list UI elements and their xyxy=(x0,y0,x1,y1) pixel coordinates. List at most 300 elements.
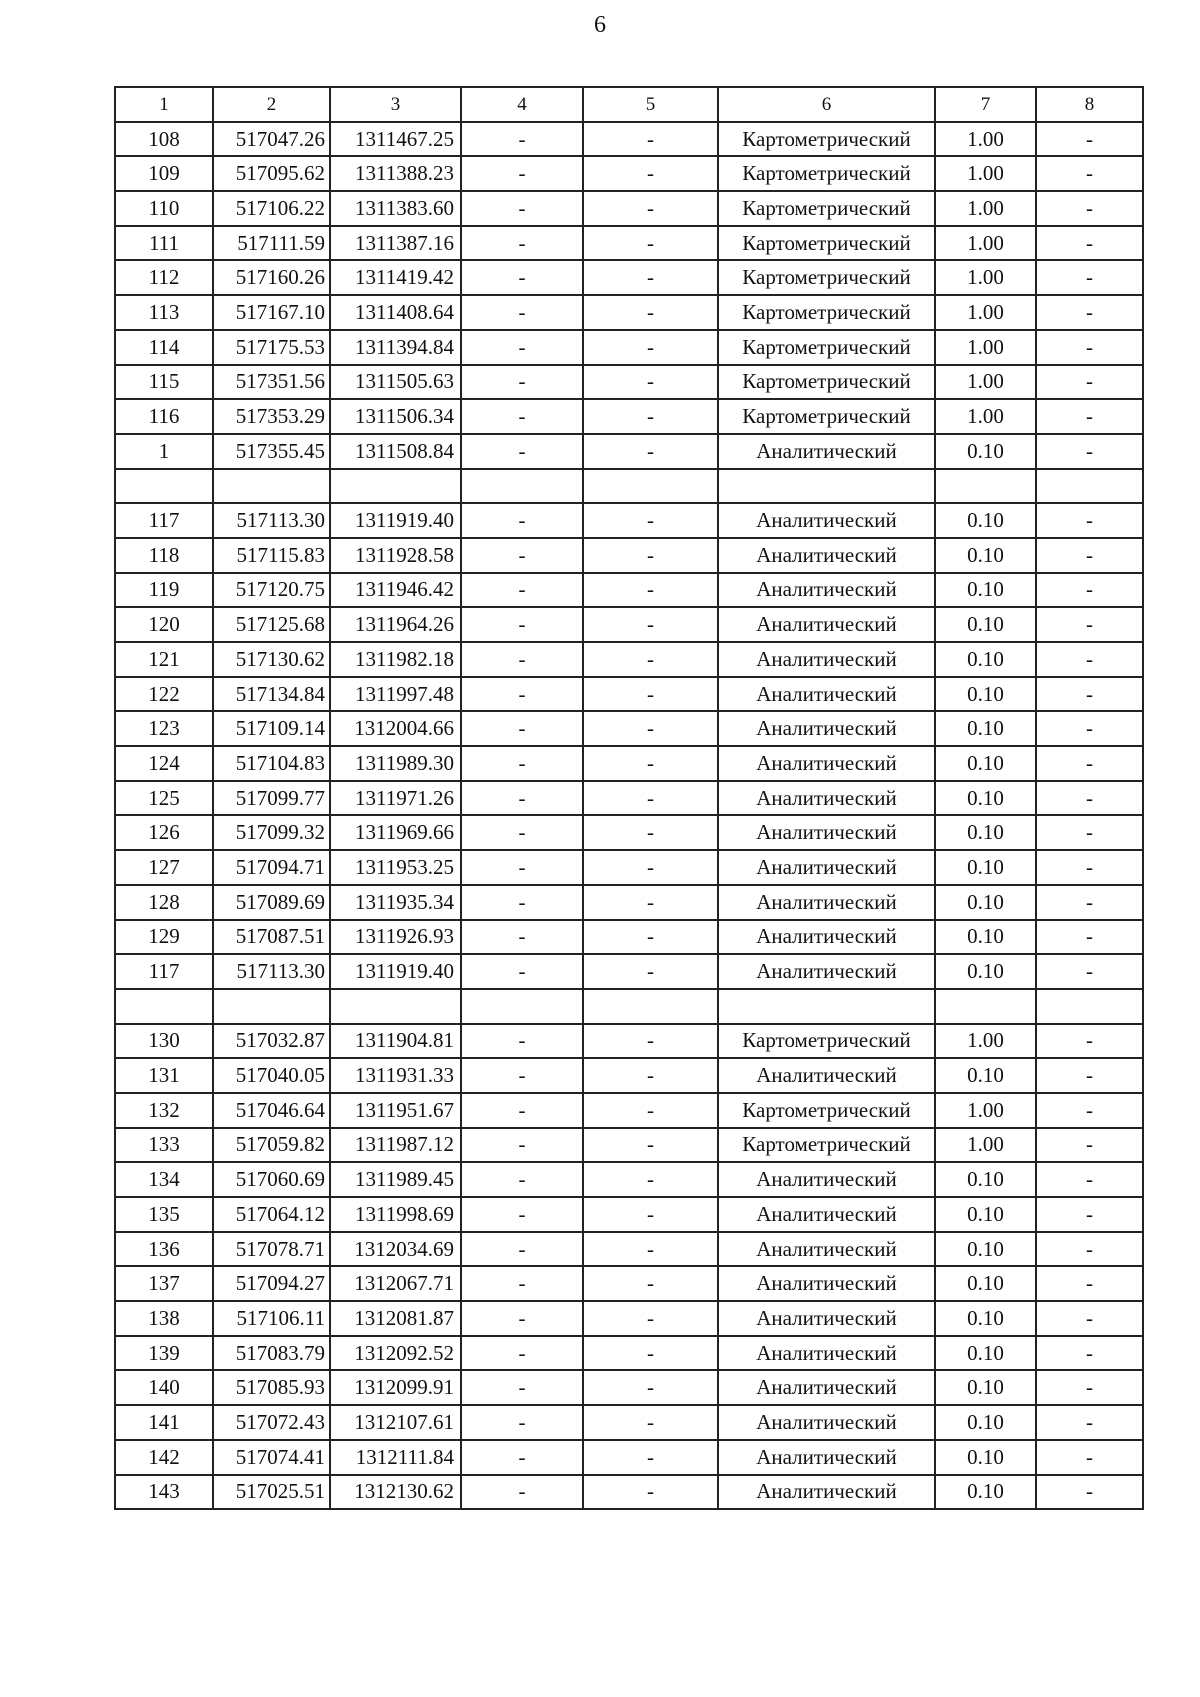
column-header: 3 xyxy=(330,87,461,122)
column-5-cell xyxy=(583,989,718,1024)
y-coordinate-cell: 1311953.25 xyxy=(330,850,461,885)
column-8-cell xyxy=(1036,989,1143,1024)
column-5-cell: - xyxy=(583,954,718,989)
column-5-cell: - xyxy=(583,295,718,330)
column-5-cell: - xyxy=(583,156,718,191)
column-5-cell: - xyxy=(583,191,718,226)
column-5-cell: - xyxy=(583,781,718,816)
column-5-cell: - xyxy=(583,365,718,400)
accuracy-cell: 0.10 xyxy=(935,1301,1036,1336)
accuracy-cell: 0.10 xyxy=(935,885,1036,920)
x-coordinate-cell: 517120.75 xyxy=(213,573,330,608)
table-row xyxy=(115,330,1143,365)
column-4-cell: - xyxy=(461,885,583,920)
column-8-cell: - xyxy=(1036,191,1143,226)
table-row xyxy=(115,1370,1143,1405)
column-header: 1 xyxy=(115,87,213,122)
column-8-cell: - xyxy=(1036,920,1143,955)
column-5-cell: - xyxy=(583,1232,718,1267)
accuracy-cell: 0.10 xyxy=(935,538,1036,573)
x-coordinate-cell: 517355.45 xyxy=(213,434,330,469)
x-coordinate-cell: 517085.93 xyxy=(213,1370,330,1405)
method-cell: Аналитический xyxy=(718,642,935,677)
accuracy-cell: 1.00 xyxy=(935,1093,1036,1128)
column-8-cell: - xyxy=(1036,399,1143,434)
accuracy-cell: 1.00 xyxy=(935,156,1036,191)
column-4-cell: - xyxy=(461,538,583,573)
point-number-cell: 114 xyxy=(115,330,213,365)
column-5-cell: - xyxy=(583,920,718,955)
point-number-cell: 138 xyxy=(115,1301,213,1336)
column-4-cell: - xyxy=(461,434,583,469)
y-coordinate-cell: 1311408.64 xyxy=(330,295,461,330)
x-coordinate-cell: 517167.10 xyxy=(213,295,330,330)
table-row xyxy=(115,815,1143,850)
column-8-cell: - xyxy=(1036,1093,1143,1128)
y-coordinate-cell: 1311467.25 xyxy=(330,122,461,157)
column-8-cell: - xyxy=(1036,607,1143,642)
x-coordinate-cell: 517095.62 xyxy=(213,156,330,191)
table-row xyxy=(115,1475,1143,1510)
method-cell: Картометрический xyxy=(718,122,935,157)
column-8-cell: - xyxy=(1036,156,1143,191)
column-8-cell: - xyxy=(1036,815,1143,850)
point-number-cell: 126 xyxy=(115,815,213,850)
method-cell: Картометрический xyxy=(718,260,935,295)
point-number-cell: 120 xyxy=(115,607,213,642)
accuracy-cell: 0.10 xyxy=(935,573,1036,608)
point-number-cell: 121 xyxy=(115,642,213,677)
column-8-cell: - xyxy=(1036,711,1143,746)
column-header: 2 xyxy=(213,87,330,122)
table-row xyxy=(115,538,1143,573)
point-number-cell: 135 xyxy=(115,1197,213,1232)
column-4-cell: - xyxy=(461,781,583,816)
column-5-cell: - xyxy=(583,850,718,885)
y-coordinate-cell: 1311926.93 xyxy=(330,920,461,955)
accuracy-cell: 0.10 xyxy=(935,1162,1036,1197)
column-4-cell: - xyxy=(461,573,583,608)
point-number-cell: 132 xyxy=(115,1093,213,1128)
y-coordinate-cell: 1311997.48 xyxy=(330,677,461,712)
method-cell: Аналитический xyxy=(718,920,935,955)
x-coordinate-cell: 517089.69 xyxy=(213,885,330,920)
x-coordinate-cell: 517113.30 xyxy=(213,954,330,989)
column-5-cell: - xyxy=(583,260,718,295)
column-8-cell: - xyxy=(1036,885,1143,920)
method-cell: Картометрический xyxy=(718,365,935,400)
point-number-cell: 116 xyxy=(115,399,213,434)
y-coordinate-cell: 1311919.40 xyxy=(330,954,461,989)
column-5-cell: - xyxy=(583,1197,718,1232)
x-coordinate-cell: 517353.29 xyxy=(213,399,330,434)
table-row xyxy=(115,156,1143,191)
column-5-cell: - xyxy=(583,330,718,365)
table-row xyxy=(115,573,1143,608)
method-cell: Аналитический xyxy=(718,885,935,920)
method-cell: Аналитический xyxy=(718,711,935,746)
table-row xyxy=(115,781,1143,816)
accuracy-cell: 1.00 xyxy=(935,399,1036,434)
x-coordinate-cell: 517072.43 xyxy=(213,1405,330,1440)
column-5-cell: - xyxy=(583,1475,718,1510)
x-coordinate-cell: 517109.14 xyxy=(213,711,330,746)
x-coordinate-cell: 517046.64 xyxy=(213,1093,330,1128)
method-cell: Аналитический xyxy=(718,1405,935,1440)
column-4-cell: - xyxy=(461,954,583,989)
x-coordinate-cell: 517040.05 xyxy=(213,1058,330,1093)
column-8-cell: - xyxy=(1036,677,1143,712)
column-4-cell: - xyxy=(461,920,583,955)
column-8-cell: - xyxy=(1036,260,1143,295)
column-4-cell: - xyxy=(461,711,583,746)
column-5-cell: - xyxy=(583,607,718,642)
y-coordinate-cell: 1312099.91 xyxy=(330,1370,461,1405)
y-coordinate-cell: 1311506.34 xyxy=(330,399,461,434)
y-coordinate-cell: 1311505.63 xyxy=(330,365,461,400)
column-4-cell: - xyxy=(461,850,583,885)
accuracy-cell: 0.10 xyxy=(935,1370,1036,1405)
accuracy-cell: 0.10 xyxy=(935,1197,1036,1232)
y-coordinate-cell: 1311971.26 xyxy=(330,781,461,816)
method-cell: Аналитический xyxy=(718,1370,935,1405)
column-5-cell: - xyxy=(583,1058,718,1093)
column-4-cell: - xyxy=(461,191,583,226)
x-coordinate-cell: 517130.62 xyxy=(213,642,330,677)
y-coordinate-cell: 1311998.69 xyxy=(330,1197,461,1232)
column-8-cell: - xyxy=(1036,1266,1143,1301)
column-4-cell: - xyxy=(461,503,583,538)
column-5-cell xyxy=(583,469,718,504)
column-8-cell: - xyxy=(1036,1475,1143,1510)
column-8-cell: - xyxy=(1036,434,1143,469)
accuracy-cell: 0.10 xyxy=(935,434,1036,469)
table-row xyxy=(115,1093,1143,1128)
x-coordinate-cell: 517115.83 xyxy=(213,538,330,573)
method-cell: Аналитический xyxy=(718,1440,935,1475)
method-cell: Картометрический xyxy=(718,156,935,191)
accuracy-cell: 1.00 xyxy=(935,1128,1036,1163)
accuracy-cell: 0.10 xyxy=(935,920,1036,955)
accuracy-cell: 0.10 xyxy=(935,1475,1036,1510)
column-5-cell: - xyxy=(583,1128,718,1163)
x-coordinate-cell: 517099.77 xyxy=(213,781,330,816)
column-8-cell: - xyxy=(1036,850,1143,885)
column-8-cell: - xyxy=(1036,573,1143,608)
column-8-cell: - xyxy=(1036,330,1143,365)
point-number-cell: 127 xyxy=(115,850,213,885)
table-row xyxy=(115,434,1143,469)
point-number-cell: 112 xyxy=(115,260,213,295)
x-coordinate-cell: 517060.69 xyxy=(213,1162,330,1197)
column-8-cell: - xyxy=(1036,122,1143,157)
accuracy-cell: 0.10 xyxy=(935,1058,1036,1093)
y-coordinate-cell: 1311982.18 xyxy=(330,642,461,677)
y-coordinate-cell: 1311989.45 xyxy=(330,1162,461,1197)
column-5-cell: - xyxy=(583,399,718,434)
table-row xyxy=(115,365,1143,400)
method-cell: Аналитический xyxy=(718,746,935,781)
table-row xyxy=(115,1128,1143,1163)
table-row xyxy=(115,295,1143,330)
column-5-cell: - xyxy=(583,1024,718,1059)
method-cell: Аналитический xyxy=(718,850,935,885)
column-4-cell: - xyxy=(461,1197,583,1232)
column-header: 8 xyxy=(1036,87,1143,122)
method-cell: Аналитический xyxy=(718,1301,935,1336)
y-coordinate-cell: 1311419.42 xyxy=(330,260,461,295)
point-number-cell: 124 xyxy=(115,746,213,781)
y-coordinate-cell: 1312067.71 xyxy=(330,1266,461,1301)
method-cell: Аналитический xyxy=(718,573,935,608)
column-5-cell: - xyxy=(583,122,718,157)
point-number-cell xyxy=(115,989,213,1024)
table-row xyxy=(115,399,1143,434)
column-8-cell: - xyxy=(1036,642,1143,677)
table-row xyxy=(115,746,1143,781)
x-coordinate-cell: 517113.30 xyxy=(213,503,330,538)
x-coordinate-cell: 517032.87 xyxy=(213,1024,330,1059)
column-5-cell: - xyxy=(583,885,718,920)
accuracy-cell: 1.00 xyxy=(935,226,1036,261)
column-4-cell xyxy=(461,469,583,504)
point-number-cell: 128 xyxy=(115,885,213,920)
table-row xyxy=(115,1058,1143,1093)
method-cell: Аналитический xyxy=(718,503,935,538)
accuracy-cell: 0.10 xyxy=(935,1232,1036,1267)
table-row xyxy=(115,260,1143,295)
method-cell: Аналитический xyxy=(718,781,935,816)
column-5-cell: - xyxy=(583,538,718,573)
method-cell xyxy=(718,469,935,504)
column-8-cell: - xyxy=(1036,1232,1143,1267)
column-5-cell: - xyxy=(583,1405,718,1440)
column-5-cell: - xyxy=(583,434,718,469)
point-number-cell: 129 xyxy=(115,920,213,955)
coordinates-table xyxy=(114,86,1144,1510)
method-cell: Картометрический xyxy=(718,1024,935,1059)
method-cell: Аналитический xyxy=(718,1475,935,1510)
y-coordinate-cell: 1311987.12 xyxy=(330,1128,461,1163)
point-number-cell: 140 xyxy=(115,1370,213,1405)
table-row xyxy=(115,1405,1143,1440)
table-header-row xyxy=(115,87,1143,122)
column-4-cell: - xyxy=(461,226,583,261)
x-coordinate-cell: 517025.51 xyxy=(213,1475,330,1510)
x-coordinate-cell: 517083.79 xyxy=(213,1336,330,1371)
point-number-cell: 137 xyxy=(115,1266,213,1301)
column-5-cell: - xyxy=(583,1370,718,1405)
method-cell: Картометрический xyxy=(718,1128,935,1163)
column-header: 6 xyxy=(718,87,935,122)
column-8-cell: - xyxy=(1036,1162,1143,1197)
column-4-cell: - xyxy=(461,815,583,850)
column-8-cell: - xyxy=(1036,1197,1143,1232)
accuracy-cell: 1.00 xyxy=(935,330,1036,365)
x-coordinate-cell: 517064.12 xyxy=(213,1197,330,1232)
accuracy-cell: 0.10 xyxy=(935,503,1036,538)
method-cell: Аналитический xyxy=(718,1162,935,1197)
column-8-cell: - xyxy=(1036,781,1143,816)
table-row xyxy=(115,1232,1143,1267)
accuracy-cell xyxy=(935,469,1036,504)
y-coordinate-cell: 1311989.30 xyxy=(330,746,461,781)
column-5-cell: - xyxy=(583,503,718,538)
point-number-cell: 130 xyxy=(115,1024,213,1059)
point-number-cell: 108 xyxy=(115,122,213,157)
accuracy-cell: 0.10 xyxy=(935,1440,1036,1475)
point-number-cell: 139 xyxy=(115,1336,213,1371)
method-cell: Аналитический xyxy=(718,607,935,642)
y-coordinate-cell: 1311394.84 xyxy=(330,330,461,365)
accuracy-cell: 1.00 xyxy=(935,122,1036,157)
point-number-cell: 111 xyxy=(115,226,213,261)
method-cell: Аналитический xyxy=(718,1266,935,1301)
column-4-cell: - xyxy=(461,677,583,712)
method-cell: Картометрический xyxy=(718,295,935,330)
column-5-cell: - xyxy=(583,1162,718,1197)
x-coordinate-cell: 517160.26 xyxy=(213,260,330,295)
table-row xyxy=(115,711,1143,746)
column-5-cell: - xyxy=(583,226,718,261)
column-4-cell: - xyxy=(461,260,583,295)
y-coordinate-cell: 1311928.58 xyxy=(330,538,461,573)
column-5-cell: - xyxy=(583,1093,718,1128)
accuracy-cell: 1.00 xyxy=(935,191,1036,226)
method-cell: Аналитический xyxy=(718,815,935,850)
column-8-cell: - xyxy=(1036,1405,1143,1440)
table-body xyxy=(115,122,1143,1510)
column-4-cell: - xyxy=(461,1232,583,1267)
method-cell: Аналитический xyxy=(718,1232,935,1267)
y-coordinate-cell: 1312034.69 xyxy=(330,1232,461,1267)
point-number-cell: 118 xyxy=(115,538,213,573)
accuracy-cell: 0.10 xyxy=(935,711,1036,746)
column-5-cell: - xyxy=(583,1336,718,1371)
column-4-cell: - xyxy=(461,1370,583,1405)
method-cell: Картометрический xyxy=(718,330,935,365)
page-number: 6 xyxy=(594,12,606,38)
y-coordinate-cell: 1312081.87 xyxy=(330,1301,461,1336)
column-4-cell: - xyxy=(461,1024,583,1059)
column-8-cell: - xyxy=(1036,1058,1143,1093)
column-8-cell: - xyxy=(1036,1128,1143,1163)
column-5-cell: - xyxy=(583,1301,718,1336)
column-5-cell: - xyxy=(583,746,718,781)
column-5-cell: - xyxy=(583,711,718,746)
column-header: 7 xyxy=(935,87,1036,122)
accuracy-cell: 0.10 xyxy=(935,1336,1036,1371)
method-cell: Аналитический xyxy=(718,954,935,989)
point-number-cell xyxy=(115,469,213,504)
column-5-cell: - xyxy=(583,677,718,712)
table-row xyxy=(115,989,1143,1024)
method-cell: Аналитический xyxy=(718,677,935,712)
accuracy-cell: 0.10 xyxy=(935,642,1036,677)
x-coordinate-cell: 517099.32 xyxy=(213,815,330,850)
accuracy-cell: 0.10 xyxy=(935,815,1036,850)
column-4-cell: - xyxy=(461,1301,583,1336)
column-4-cell: - xyxy=(461,1058,583,1093)
column-4-cell: - xyxy=(461,365,583,400)
y-coordinate-cell: 1312107.61 xyxy=(330,1405,461,1440)
table-row xyxy=(115,191,1143,226)
column-4-cell: - xyxy=(461,1405,583,1440)
y-coordinate-cell xyxy=(330,989,461,1024)
table-row xyxy=(115,607,1143,642)
point-number-cell: 143 xyxy=(115,1475,213,1510)
accuracy-cell: 0.10 xyxy=(935,1405,1036,1440)
table-row xyxy=(115,469,1143,504)
accuracy-cell: 0.10 xyxy=(935,746,1036,781)
column-5-cell: - xyxy=(583,1440,718,1475)
point-number-cell: 113 xyxy=(115,295,213,330)
y-coordinate-cell: 1312111.84 xyxy=(330,1440,461,1475)
column-8-cell xyxy=(1036,469,1143,504)
y-coordinate-cell: 1311904.81 xyxy=(330,1024,461,1059)
point-number-cell: 142 xyxy=(115,1440,213,1475)
table-row xyxy=(115,1266,1143,1301)
method-cell: Аналитический xyxy=(718,434,935,469)
column-4-cell: - xyxy=(461,1266,583,1301)
x-coordinate-cell: 517078.71 xyxy=(213,1232,330,1267)
method-cell xyxy=(718,989,935,1024)
x-coordinate-cell: 517094.27 xyxy=(213,1266,330,1301)
table-row xyxy=(115,850,1143,885)
y-coordinate-cell: 1311383.60 xyxy=(330,191,461,226)
accuracy-cell: 0.10 xyxy=(935,607,1036,642)
column-8-cell: - xyxy=(1036,365,1143,400)
point-number-cell: 136 xyxy=(115,1232,213,1267)
x-coordinate-cell xyxy=(213,469,330,504)
y-coordinate-cell: 1311931.33 xyxy=(330,1058,461,1093)
table-row xyxy=(115,1301,1143,1336)
table-row xyxy=(115,642,1143,677)
column-8-cell: - xyxy=(1036,295,1143,330)
x-coordinate-cell: 517087.51 xyxy=(213,920,330,955)
accuracy-cell: 0.10 xyxy=(935,1266,1036,1301)
column-5-cell: - xyxy=(583,1266,718,1301)
y-coordinate-cell: 1312092.52 xyxy=(330,1336,461,1371)
point-number-cell: 133 xyxy=(115,1128,213,1163)
method-cell: Картометрический xyxy=(718,1093,935,1128)
column-4-cell: - xyxy=(461,295,583,330)
y-coordinate-cell: 1311388.23 xyxy=(330,156,461,191)
x-coordinate-cell: 517111.59 xyxy=(213,226,330,261)
table-row xyxy=(115,954,1143,989)
x-coordinate-cell: 517106.22 xyxy=(213,191,330,226)
x-coordinate-cell: 517094.71 xyxy=(213,850,330,885)
point-number-cell: 119 xyxy=(115,573,213,608)
table-row xyxy=(115,885,1143,920)
column-4-cell xyxy=(461,989,583,1024)
column-8-cell: - xyxy=(1036,1301,1143,1336)
method-cell: Аналитический xyxy=(718,1336,935,1371)
column-4-cell: - xyxy=(461,1093,583,1128)
method-cell: Картометрический xyxy=(718,399,935,434)
point-number-cell: 131 xyxy=(115,1058,213,1093)
y-coordinate-cell: 1311969.66 xyxy=(330,815,461,850)
point-number-cell: 117 xyxy=(115,503,213,538)
column-8-cell: - xyxy=(1036,1370,1143,1405)
point-number-cell: 123 xyxy=(115,711,213,746)
x-coordinate-cell: 517074.41 xyxy=(213,1440,330,1475)
column-4-cell: - xyxy=(461,746,583,781)
accuracy-cell: 0.10 xyxy=(935,954,1036,989)
point-number-cell: 1 xyxy=(115,434,213,469)
column-4-cell: - xyxy=(461,1440,583,1475)
column-8-cell: - xyxy=(1036,1440,1143,1475)
